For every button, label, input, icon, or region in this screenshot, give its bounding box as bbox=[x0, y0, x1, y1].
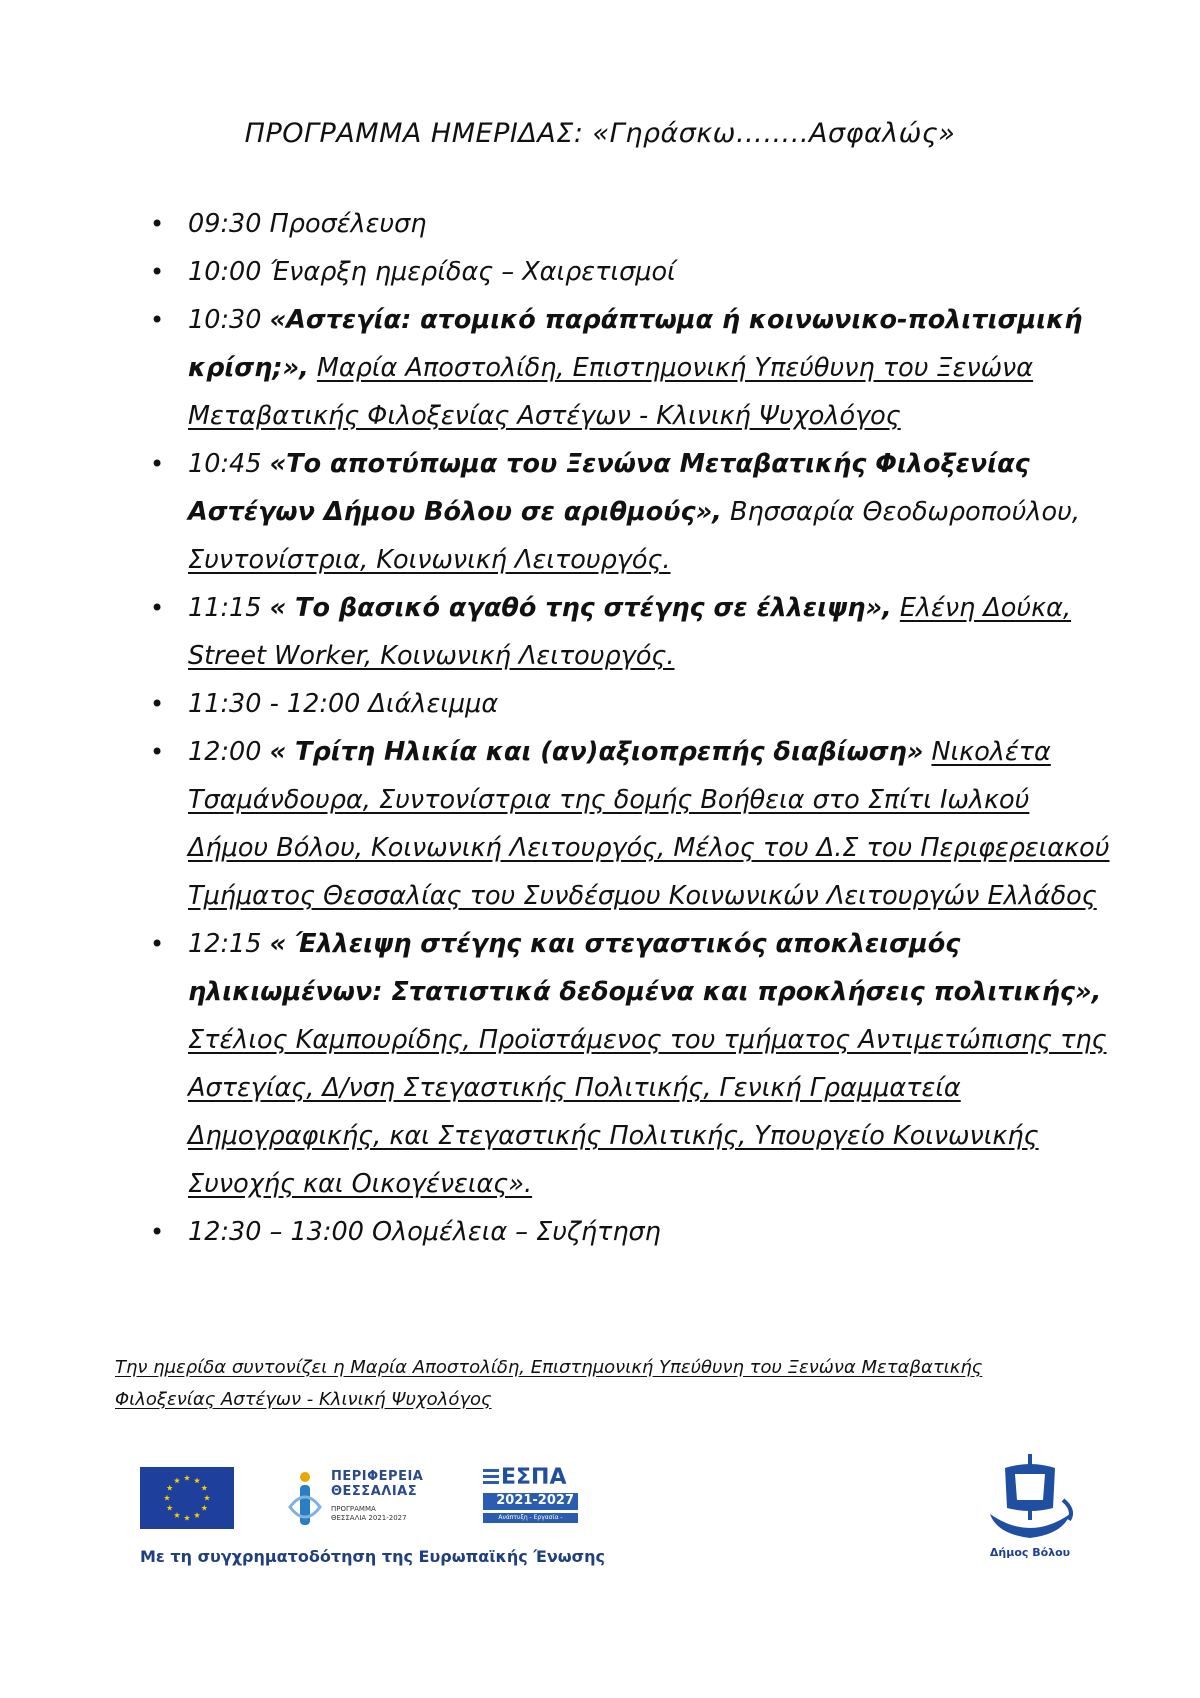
agenda-item bbox=[150, 296, 1110, 440]
agenda-text: Προσέλευση bbox=[269, 209, 427, 239]
agenda-item bbox=[150, 584, 1110, 680]
agenda-talk-title: « Τρίτη Ηλικία και (αν)αξιοπρεπής διαβίωση» bbox=[269, 737, 924, 767]
agenda-text: Ολομέλεια – Συζήτηση bbox=[372, 1217, 661, 1247]
eu-flag-logo bbox=[140, 1467, 234, 1529]
page-title: ΠΡΟΓΡΑΜΜΑ ΗΜΕΡΙΔΑΣ: «Γηράσκω……..Ασφαλώς» bbox=[244, 118, 956, 149]
eu-stars-icon bbox=[140, 1467, 234, 1529]
agenda-text: Έναρξη ημερίδας – Χαιρετισμοί bbox=[269, 257, 676, 287]
funding-logos bbox=[140, 1465, 605, 1566]
espa-logo bbox=[483, 1465, 578, 1535]
agenda-time: 10:45 bbox=[188, 449, 262, 479]
agenda-talk-title: «Το αποτύπωμα του Ξενώνα Μεταβατικής Φιλοξενίας Αστέγων Δήμου Βόλου σε αριθμούς», bbox=[188, 449, 1030, 527]
agenda-item bbox=[150, 680, 1110, 728]
moderator-note: Την ημερίδα συντονίζει η Μαρία Αποστολίδη, Επιστημονική Υπεύθυνη του Ξενώνα Μεταβατικής Φιλοξενίας Αστέγων - Κλινική Ψυχολόγος bbox=[115, 1357, 983, 1410]
agenda-talk-title: «Αστεγία: ατομικό παράπτωμα ή κοινωνικο-πολιτισμική κρίση;», bbox=[188, 305, 1083, 383]
agenda-time: 12:00 bbox=[188, 737, 262, 767]
ship-icon bbox=[985, 1450, 1075, 1546]
agenda-speaker: Στέλιος Καμπουρίδης, Προϊστάμενος του τμήματος Αντιμετώπισης της Αστεγίας, Δ/νση Στεγαστικής Πολιτικής, Γενική Γραμματεία Δημογραφικής, και Στεγαστικής Πολιτικής, Υπουργείο Κοινωνικής Συνοχής και Οικογένειας». bbox=[188, 1025, 1107, 1199]
agenda-item bbox=[150, 920, 1110, 1208]
agenda-speaker-name: Βησσαρία Θεοδωροπούλου, bbox=[729, 497, 1080, 527]
espa-stripes-icon bbox=[483, 1467, 499, 1487]
agenda-item bbox=[150, 440, 1110, 584]
agenda-talk-title: « Το βασικό αγαθό της στέγης σε έλλειψη», bbox=[269, 593, 892, 623]
agenda-item bbox=[150, 200, 1110, 248]
region-program: ΠΡΟΓΡΑΜΜΑ bbox=[331, 1505, 376, 1513]
agenda-item bbox=[150, 728, 1110, 920]
volos-municipality-logo bbox=[985, 1450, 1075, 1560]
agenda-time: 12:15 bbox=[188, 929, 262, 959]
thessaly-region-logo bbox=[285, 1465, 445, 1535]
agenda-speaker: Μαρία Αποστολίδη, Επιστημονική Υπεύθυνη του Ξενώνα Μεταβατικής Φιλοξενίας Αστέγων - Κλινική Ψυχολόγος bbox=[188, 353, 1034, 431]
agenda-item bbox=[150, 1208, 1110, 1256]
region-program: ΘΕΣΣΑΛΙΑ 2021-2027 bbox=[331, 1514, 407, 1522]
espa-years: 2021-2027 bbox=[483, 1493, 578, 1510]
agenda-speaker: Νικολέτα Τσαμάνδουρα, Συντονίστρια της δομής Βοήθεια στο Σπίτι Ιωλκού Δήμου Βόλου, Κοινωνική Λειτουργός, Μέλος του Δ.Σ του Περιφερειακού Τμήματος Θεσσαλίας του Συνδέσμου Κοινωνικών Λειτουργών Ελλάδος bbox=[188, 737, 1110, 911]
agenda-time: 11:15 bbox=[188, 593, 262, 623]
eu-cofunding-text: Με τη συγχρηματοδότηση της Ευρωπαϊκής Ένωσης bbox=[140, 1547, 605, 1566]
region-name: ΠΕΡΙΦΕΡΕΙΑ bbox=[331, 1469, 424, 1484]
agenda-text: Διάλειμμα bbox=[368, 689, 499, 719]
agenda-time: 10:00 bbox=[188, 257, 262, 287]
agenda-time: 11:30 - 12:00 bbox=[188, 689, 361, 719]
agenda-time: 09:30 bbox=[188, 209, 262, 239]
agenda-item bbox=[150, 248, 1110, 296]
agenda-time: 12:30 – 13:00 bbox=[188, 1217, 364, 1247]
municipality-name: Δήμος Βόλου bbox=[989, 1546, 1071, 1559]
agenda-time: 10:30 bbox=[188, 305, 262, 335]
thessaly-emblem-icon bbox=[285, 1467, 325, 1531]
agenda-list bbox=[150, 200, 1110, 1256]
espa-tagline: Ανάπτυξη - Εργασία - Αλληλεγγύη bbox=[483, 1513, 578, 1523]
region-name: ΘΕΣΣΑΛΙΑΣ bbox=[331, 1484, 418, 1499]
agenda-speaker: Ελένη Δούκα, Street Worker, Κοινωνική Λειτουργός. bbox=[188, 593, 1072, 671]
agenda-speaker: Συντονίστρια, Κοινωνική Λειτουργός. bbox=[188, 545, 671, 575]
espa-name: ΕΣΠΑ bbox=[501, 1465, 567, 1490]
agenda-talk-title: « Έλλειψη στέγης και στεγαστικός αποκλεισμός ηλικιωμένων: Στατιστικά δεδομένα και προκλήσεις πολιτικής», bbox=[188, 929, 1102, 1007]
